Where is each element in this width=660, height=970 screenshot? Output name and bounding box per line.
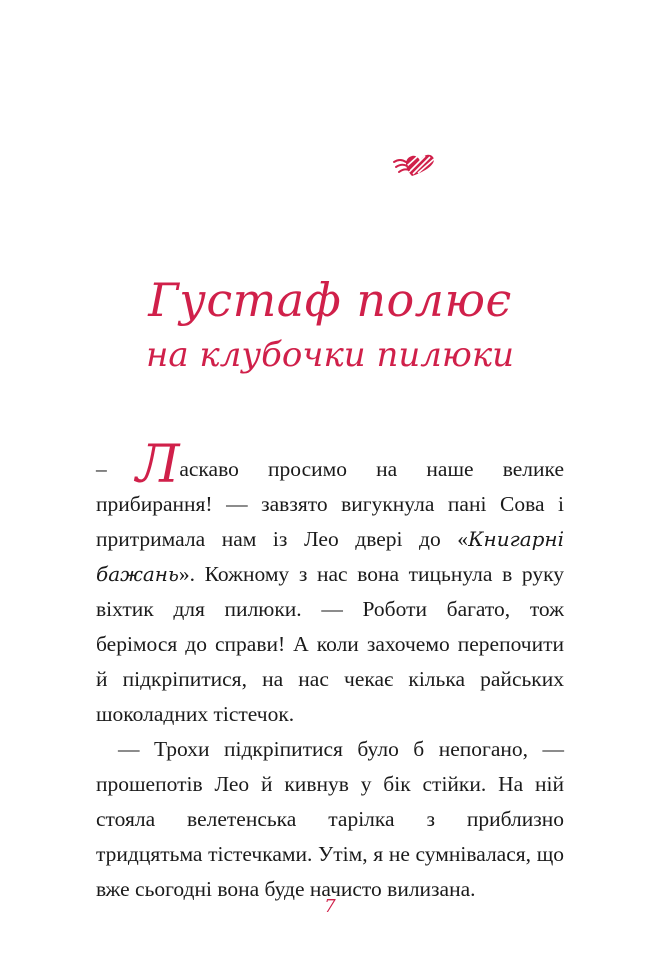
opening-dash: – <box>96 457 136 481</box>
paragraph-1-text-b: ». Кожному з нас вона тицьнула в руку віхтик для пилюки. — Роботи багато, тож берімося до справи! А коли захочемо перепочити й підкріпитися, на нас чекає кілька райських шоколадних тістечок. <box>96 562 564 726</box>
page-number: 7 <box>324 896 336 917</box>
bookstore-name: Книгарні бажань <box>96 527 564 586</box>
paragraph-1 <box>96 435 564 732</box>
drop-cap: Л <box>135 435 180 495</box>
paragraph-1-text-a: аскаво просимо на наше велике прибирання! — завзято вигукнула пані Сова і притримала нам із Лео двері до « <box>96 457 564 551</box>
heart-with-wing-icon <box>392 146 440 180</box>
chapter-title <box>0 270 660 380</box>
body-text <box>96 435 564 907</box>
chapter-title-line-2: на клубочки пилюки <box>145 335 515 375</box>
paragraph-2: — Трохи підкріпитися було б непогано, — прошепотів Лео й кивнув у бік стійки. На ній стояла велетенська тарілка з приблизно тридцятьма тістечками. Утім, я не сумнівалася, що вже сьогодні вона буде начисто вилизана. <box>96 737 564 901</box>
chapter-title-line-1: Густаф полює <box>148 273 512 327</box>
